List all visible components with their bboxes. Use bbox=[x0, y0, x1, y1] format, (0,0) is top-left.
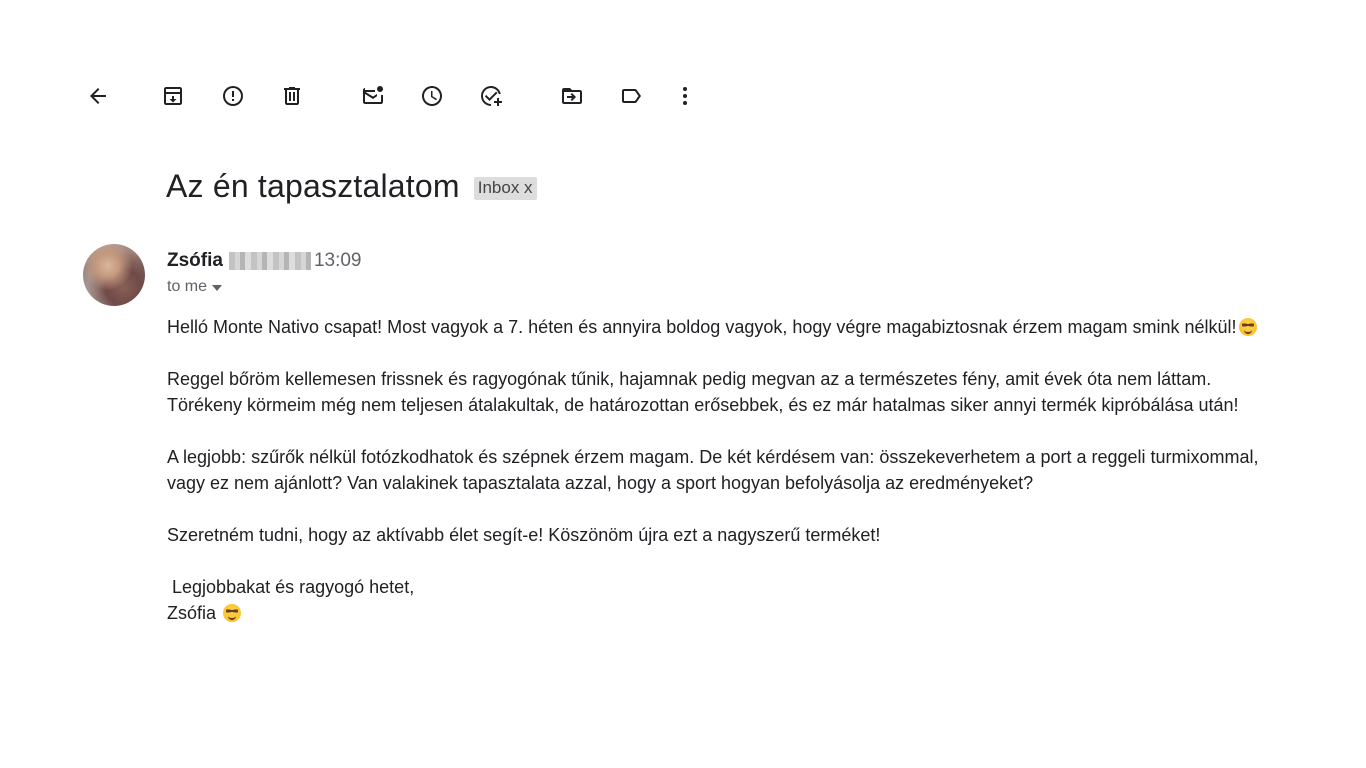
body-paragraph: A legjobb: szűrők nélkül fotózkodhatok és szépnek érzem magam. De két kérdésem van: összekeverhetem a port a reggeli turmixommal, vagy ez nem ajánlott? Van valakinek tapasztalata azzal, hogy a sport hogyan befolyásolja az eredményeket? bbox=[167, 447, 1264, 493]
message-toolbar bbox=[0, 78, 1366, 118]
email-body bbox=[167, 314, 1277, 626]
report-spam-icon bbox=[221, 84, 245, 108]
more-options-button[interactable] bbox=[667, 78, 703, 114]
subject-row bbox=[166, 168, 537, 205]
smiling-face-emoji-icon bbox=[1239, 318, 1257, 336]
snooze-icon bbox=[420, 84, 444, 108]
delete-icon bbox=[280, 84, 304, 108]
body-closing: Legjobbakat és ragyogó hetet, Zsófia bbox=[167, 577, 415, 623]
archive-button[interactable] bbox=[155, 78, 191, 114]
add-to-tasks-button[interactable] bbox=[474, 78, 510, 114]
more-vert-icon bbox=[673, 84, 697, 108]
sender-row bbox=[167, 250, 362, 272]
recipient-details-toggle[interactable] bbox=[167, 278, 222, 296]
body-paragraph: Reggel bőröm kellemesen frissnek és ragyogónak tűnik, hajamnak pedig megvan az a természetes fény, amit évek óta nem láttam. Törékeny körmeim még nem teljesen átalakultak, de határozottan erősebbek, és ez már hatalmas siker annyi termék kipróbálása után! bbox=[167, 369, 1239, 415]
snooze-button[interactable] bbox=[414, 78, 450, 114]
sender-name[interactable]: Zsófia bbox=[167, 250, 223, 271]
recipient-label: to me bbox=[167, 278, 208, 295]
email-time: 13:09 bbox=[313, 250, 362, 271]
signature: Zsófia bbox=[167, 603, 217, 623]
redacted-sender-email bbox=[229, 252, 311, 270]
sender-avatar[interactable] bbox=[83, 244, 145, 306]
inbox-label-chip[interactable]: Inbox x bbox=[474, 177, 537, 200]
body-paragraph: Helló Monte Nativo csapat! Most vagyok a 7. héten és annyira boldog vagyok, hogy végre magabiztosnak érzem magam smink nélkül! bbox=[167, 314, 1277, 340]
label-icon bbox=[619, 84, 643, 108]
smiling-face-emoji-icon bbox=[223, 604, 241, 622]
add-to-tasks-icon bbox=[480, 84, 504, 108]
body-paragraph: Szeretném tudni, hogy az aktívabb élet segít-e! Köszönöm újra ezt a nagyszerű terméket! bbox=[167, 525, 881, 545]
report-spam-button[interactable] bbox=[215, 78, 251, 114]
label-button[interactable] bbox=[613, 78, 649, 114]
delete-button[interactable] bbox=[274, 78, 310, 114]
chevron-down-icon bbox=[212, 285, 222, 291]
back-arrow-icon bbox=[86, 84, 110, 108]
archive-icon bbox=[161, 84, 185, 108]
move-to-button[interactable] bbox=[554, 78, 590, 114]
email-subject: Az én tapasztalatom bbox=[166, 168, 460, 204]
back-button[interactable] bbox=[80, 78, 116, 114]
move-to-icon bbox=[560, 84, 584, 108]
mark-unread-icon bbox=[361, 84, 385, 108]
mark-unread-button[interactable] bbox=[355, 78, 391, 114]
